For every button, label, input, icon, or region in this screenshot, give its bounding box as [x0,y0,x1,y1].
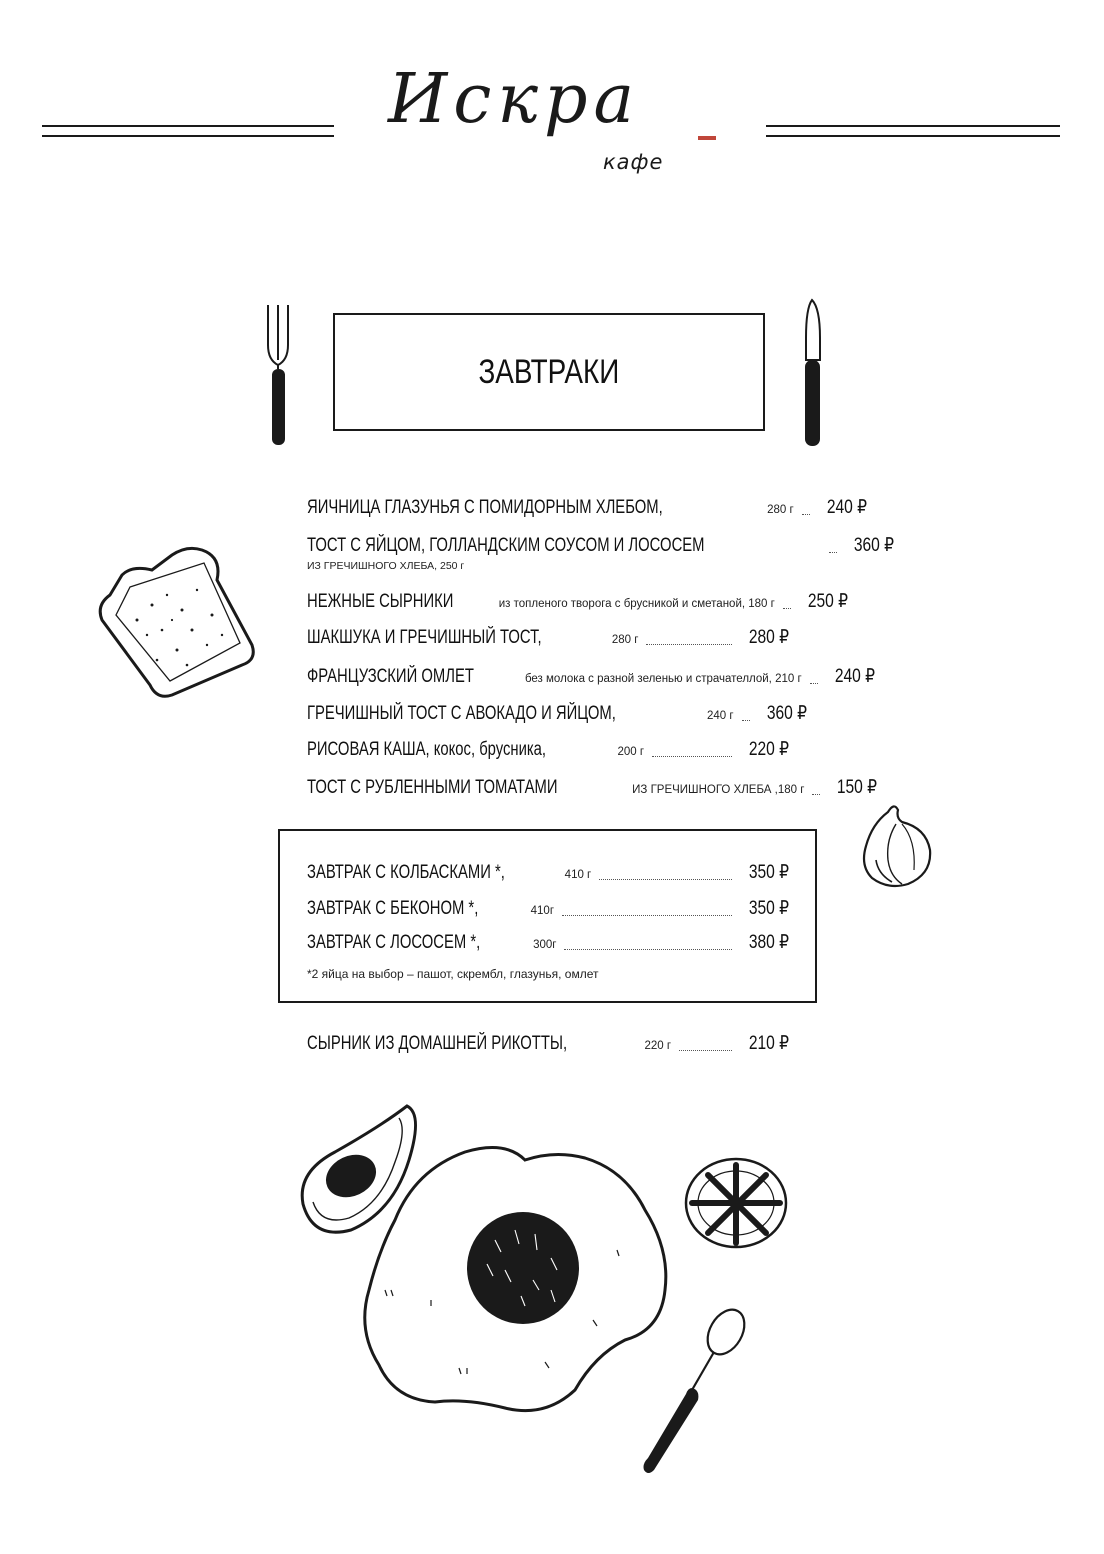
menu-item-detail: 300г [533,939,557,951]
menu-item-price: 250 ₽ [807,591,848,612]
garlic-icon [858,800,938,890]
menu-item-detail: 280 г [767,504,794,516]
menu-item-price: 360 ₽ [853,535,894,556]
menu-item-title [307,703,734,725]
menu-item-leader [810,682,818,684]
menu-item [307,590,848,616]
fork-icon [262,305,302,455]
menu-item-detail: из топленого творога с брусникой и сметаной, 180 г [498,598,775,610]
menu-item-price: 150 ₽ [837,777,878,798]
menu-item-title [307,627,638,649]
brand-logo-accent [698,136,716,140]
menu-item-leader [562,914,732,916]
fried-egg-icon [355,1140,685,1420]
menu-item-title [307,739,644,761]
menu-item-detail: 410г [530,905,555,917]
menu-item [307,702,807,728]
menu-item-name: ЗАВТРАК С КОЛБАСКАМИ *, [307,862,505,883]
menu-item-title [307,898,554,920]
menu-item-title [307,591,775,613]
menu-item-name: СЫРНИК ИЗ ДОМАШНЕЙ РИКОТТЫ, [307,1033,568,1054]
menu-item-title [307,777,804,799]
extra-menu-item [307,1032,789,1058]
menu-item-price: 220 ₽ [748,739,789,760]
menu-item-name: ГРЕЧИШНЫЙ ТОСТ С АВОКАДО И ЯЙЦОМ, [307,703,616,724]
menu-item-detail: 280 г [611,634,639,646]
menu-item-name: ЗАВТРАК С ЛОСОСЕМ *, [307,932,481,953]
menu-item-leader [564,948,731,950]
brand-logo: Искра [388,60,641,139]
header-rule-left-2 [42,135,334,137]
menu-item-detail: 410 г [564,869,592,881]
menu-item-leader [599,878,732,880]
menu-item-price: 280 ₽ [748,627,789,648]
menu-item [307,738,789,764]
menu-item-detail: 200 г [617,746,645,758]
menu-item-name: ШАКШУКА И ГРЕЧИШНЫЙ ТОСТ, [307,627,542,648]
menu-item-name: ЗАВТРАК С БЕКОНОМ *, [307,898,479,919]
bread-toast-icon [92,535,272,705]
menu-item-leader [812,793,820,795]
menu-item [307,665,875,691]
menu-item-price: 240 ₽ [826,497,867,518]
menu-item-title [307,1033,671,1055]
menu-item-name: ФРАНЦУЗСКИЙ ОМЛЕТ [307,666,474,687]
header-rule-right-2 [766,135,1060,137]
menu-item-leader [679,1049,732,1051]
menu-item-detail: без молока с разной зеленью и страчателлой, 210 г [524,673,802,685]
menu-item [307,496,867,522]
menu-item-name: ЯИЧНИЦА ГЛАЗУНЬЯ С ПОМИДОРНЫМ ХЛЕБОМ, [307,497,663,518]
menu-item-price: 210 ₽ [748,1033,789,1054]
menu-item-leader [652,755,732,757]
menu-item-price: 350 ₽ [748,898,789,919]
menu-item-name: ТОСТ С РУБЛЕННЫМИ ТОМАТАМИ [307,777,558,798]
combo-footnote: *2 яйца на выбор – пашот, скрембл, глазунья, омлет [307,967,599,981]
menu-item-title [307,666,802,688]
combo-item [307,931,789,957]
menu-item [307,534,894,560]
menu-item-detail: 220 г [644,1040,672,1052]
knife-icon [798,298,828,448]
menu-item-title [307,862,591,884]
menu-item-title [307,932,556,954]
combo-item [307,897,789,923]
menu-item-title [307,535,821,557]
menu-item-leader [742,719,750,721]
brand-subtitle: кафе [603,150,664,174]
menu-item-name: НЕЖНЫЕ СЫРНИКИ [307,591,454,612]
menu-item-price: 360 ₽ [766,703,807,724]
lemon-icon [682,1155,792,1255]
menu-item-price: 240 ₽ [834,666,875,687]
menu-item [307,776,878,802]
spoon-icon [640,1310,750,1480]
menu-item-subline: ИЗ ГРЕЧИШНОГО ХЛЕБА, 250 г [307,560,465,572]
menu-item-price: 380 ₽ [748,932,789,953]
header-rule-left-1 [42,125,334,127]
menu-item [307,626,789,652]
section-title-box [333,313,765,431]
menu-item-leader [646,643,732,645]
menu-item-leader [829,551,837,553]
menu-item-leader [783,607,791,609]
section-title: ЗАВТРАКИ [478,352,620,391]
combo-item [307,861,789,887]
menu-item-detail: 240 г [706,710,734,722]
menu-item-detail: ИЗ ГРЕЧИШНОГО ХЛЕБА ,180 г [632,784,805,796]
header-rule-right-1 [766,125,1060,127]
menu-item-leader [802,513,810,515]
menu-item-price: 350 ₽ [748,862,789,883]
menu-item-name: ТОСТ С ЯЙЦОМ, ГОЛЛАНДСКИМ СОУСОМ И ЛОСОСЕМ [307,535,705,556]
menu-item-title [307,497,794,519]
menu-item-name: РИСОВАЯ КАША, кокос, брусника, [307,739,547,760]
